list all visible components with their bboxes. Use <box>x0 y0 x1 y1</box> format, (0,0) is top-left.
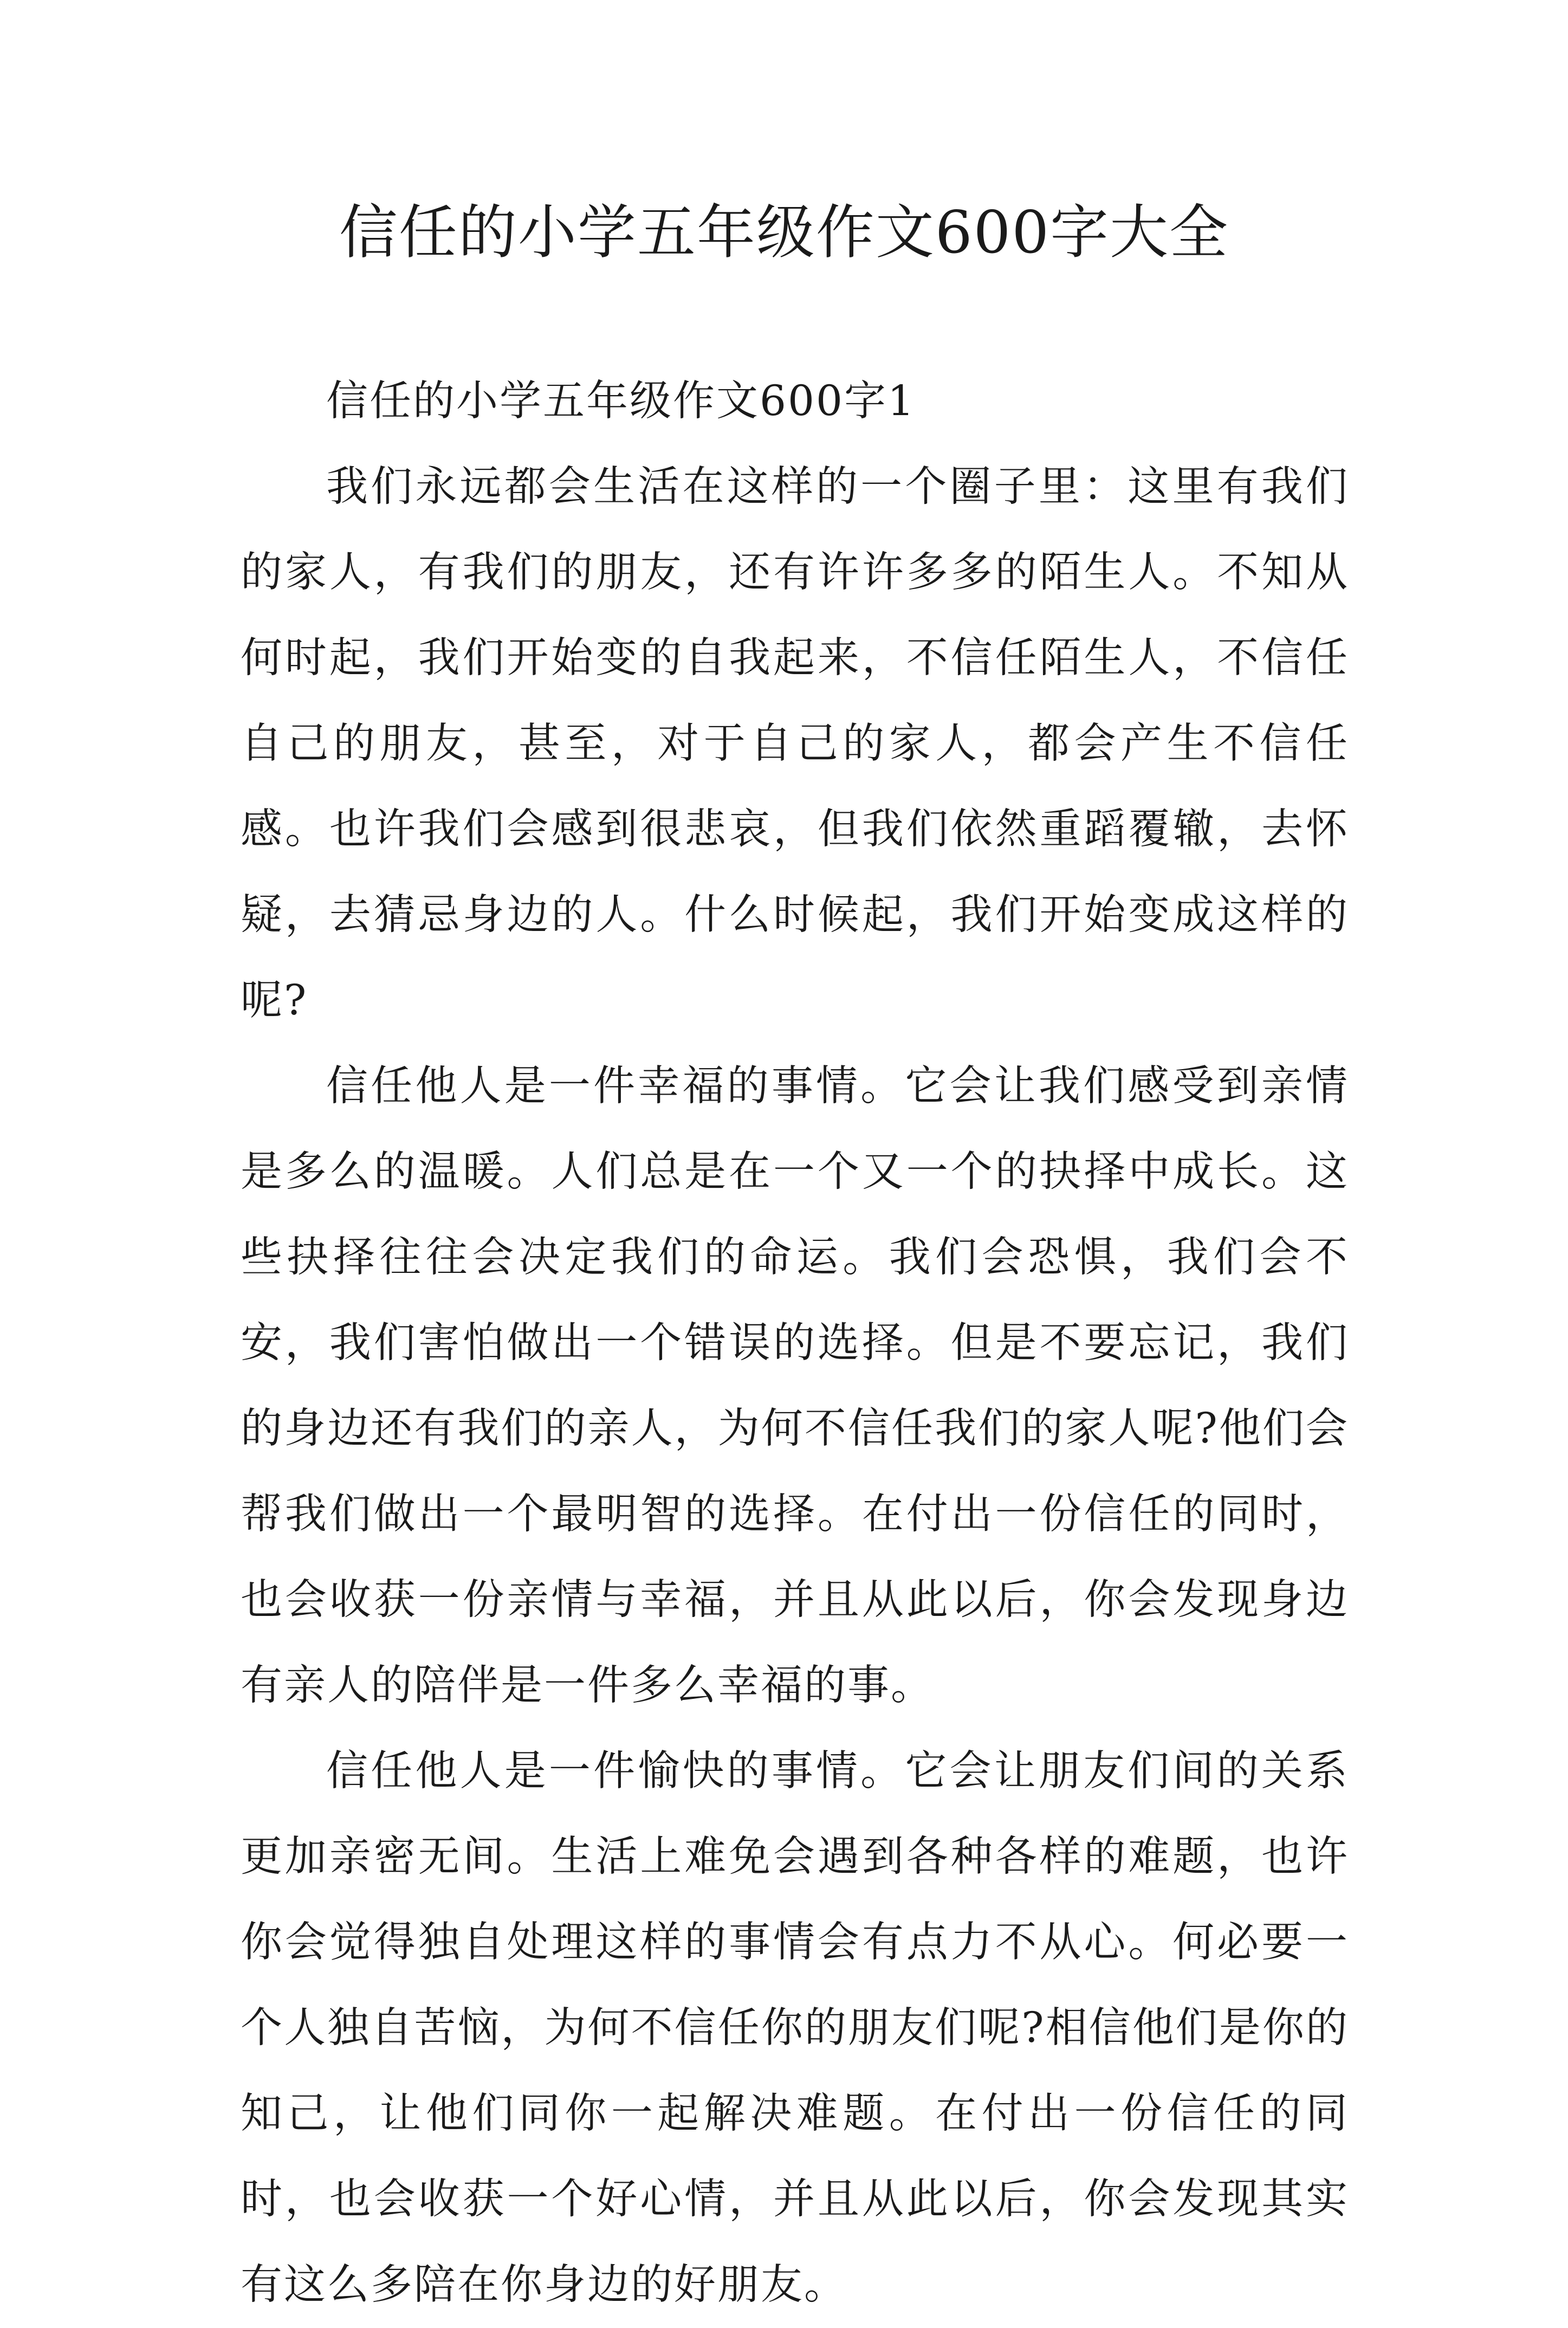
paragraph-2: 信任他人是一件幸福的事情。它会让我们感受到亲情是多么的温暖。人们总是在一个又一个的抉择中成长。这些抉择往往会决定我们的命运。我们会恐惧，我们会不安，我们害怕做出一个错误的选择。但是不要忘记，我们的身边还有我们的亲人，为何不信任我们的家人呢?他们会帮我们做出一个最明智的选择。在付出一份信任的同时，也会收获一份亲情与幸福，并且从此以后，你会发现身边有亲人的陪伴是一件多么幸福的事。 <box>241 1062 1349 1710</box>
paragraph-1: 我们永远都会生活在这样的一个圈子里：这里有我们的家人，有我们的朋友，还有许许多多的陌生人。不知从何时起，我们开始变的自我起来，不信任陌生人，不信任自己的朋友，甚至，对于自己的家人，都会产生不信任感。也许我们会感到很悲哀，但我们依然重蹈覆辙，去怀疑，去猜忌身边的人。什么时候起，我们开始变成这样的呢? <box>241 463 1349 1025</box>
section-heading: 信任的小学五年级作文600字1 <box>326 377 916 425</box>
document-body <box>241 359 1349 2328</box>
document-title: 信任的小学五年级作文600字大全 <box>339 199 1229 267</box>
paragraph-3: 信任他人是一件愉快的事情。它会让朋友们间的关系更加亲密无间。生活上难免会遇到各种各样的难题，也许你会觉得独自处理这样的事情会有点力不从心。何必要一个人独自苦恼，为何不信任你的朋友们呢?相信他们是你的知己，让他们同你一起解决难题。在付出一份信任的同时，也会收获一个好心情，并且从此以后，你会发现其实有这么多陪在你身边的好朋友。 <box>241 1747 1349 2309</box>
